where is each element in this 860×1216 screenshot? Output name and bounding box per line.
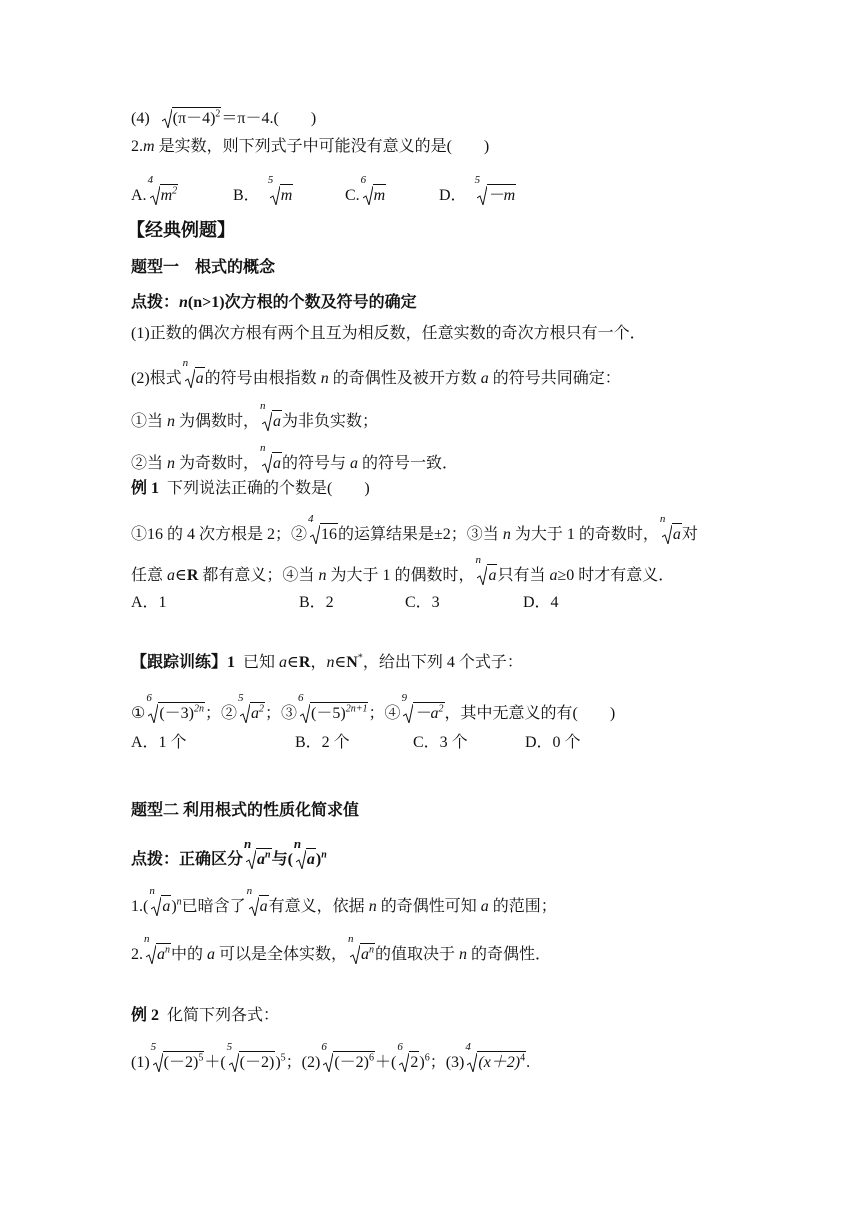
track-option-d: D．0 个 [525, 734, 581, 751]
tracking-exercise-expressions: ① 6 $(-3)^{2n}$；② 5 $a^2$；③ 6 $(-5)^{2n+1}$；④ 9 $-a^2$，其中无意义的有( ) [131, 692, 616, 722]
example-1-line-1: ①16 的 4 次方根是 2；② 4 16的运算结果是±2；③当 n 为大于 1 的奇数时， n a对 [131, 513, 698, 543]
tip-1-case-1: ①当 n 为偶数时， n a为非负实数； [131, 400, 379, 430]
ex1-option-b: B．2 [299, 594, 334, 611]
option-c: C. 6 m [345, 174, 386, 204]
tip-1-heading: 点拨：n(n>1)次方根的个数及符号的确定 [131, 294, 417, 311]
track-option-c: C．3 个 [413, 734, 468, 751]
question-2-line: 2.m 是实数，则下列式子中可能没有意义的是( ) [131, 138, 490, 155]
ex1-option-a: A．1 [131, 594, 167, 611]
example-1-line-2: 任意 a∈R 都有意义；④当 n 为大于 1 的偶数时， n a只有当 a≥0 时才有意义． [131, 554, 675, 584]
tip-2-paragraph-1: 1.( n a)$^n$已暗含了 n a有意义，依据 n 的奇偶性可知 a 的范围； [131, 885, 557, 915]
option-a: A. 4 $m^2$ [131, 174, 178, 204]
q4-tail: ＝π－4.( ) [221, 110, 317, 127]
tip-1-case-2: ②当 n 为奇数时， n a的符号与 a 的符号一致． [131, 442, 459, 472]
question-4-line [131, 106, 316, 129]
tip-1-paragraph-1: (1)正数的偶次方根有两个且互为相反数，任意实数的奇次方根只有一个． [131, 325, 646, 342]
ex1-option-c: C．3 [405, 594, 440, 611]
track-option-b: B．2 个 [295, 734, 350, 751]
example-1-heading: 例 1 下列说法正确的个数是( ) [131, 480, 370, 497]
tip-2-heading: 点拨：正确区分 n $a^n$与( n a)$^n$ [131, 836, 327, 868]
option-d: D． 5 －m [439, 174, 516, 204]
example-1-options [131, 593, 559, 613]
option-b: B． 5 m [233, 174, 293, 204]
tip-1-paragraph-2: (2)根式 n a的符号由根指数 n 的奇偶性及被开方数 a 的符号共同确定： [131, 357, 621, 387]
track-option-a: A．1 个 [131, 734, 187, 751]
sqrt-radical: $(\pi-4)^2$ [160, 106, 222, 129]
tracking-exercise-options [131, 733, 581, 753]
section-heading-examples: 【经典例题】 [127, 220, 235, 240]
tip-2-paragraph-2: 2. n $a^n$中的 a 可以是全体实数， n $a^n$的值取决于 n 的奇偶性． [131, 933, 552, 963]
q4-label: (4) [131, 110, 150, 127]
ex1-option-d: D．4 [523, 594, 559, 611]
type-2-heading: 题型二 利用根式的性质化简求值 [131, 802, 360, 819]
question-2-options [131, 174, 516, 206]
example-2-heading: 例 2 化简下列各式： [131, 1007, 280, 1024]
type-1-heading: 题型一 根式的概念 [131, 259, 276, 276]
example-2-expressions: (1) 5 $(-2)^5+$( 5 (－2))$^5$；(2) 6 $(-2)^6+$( 6 2)$^6$；(3) 4 $(x+2)^4$. [131, 1041, 531, 1071]
tracking-exercise-heading: 【跟踪训练】1 已知 a∈R，n∈N*，给出下列 4 个式子： [131, 652, 523, 671]
